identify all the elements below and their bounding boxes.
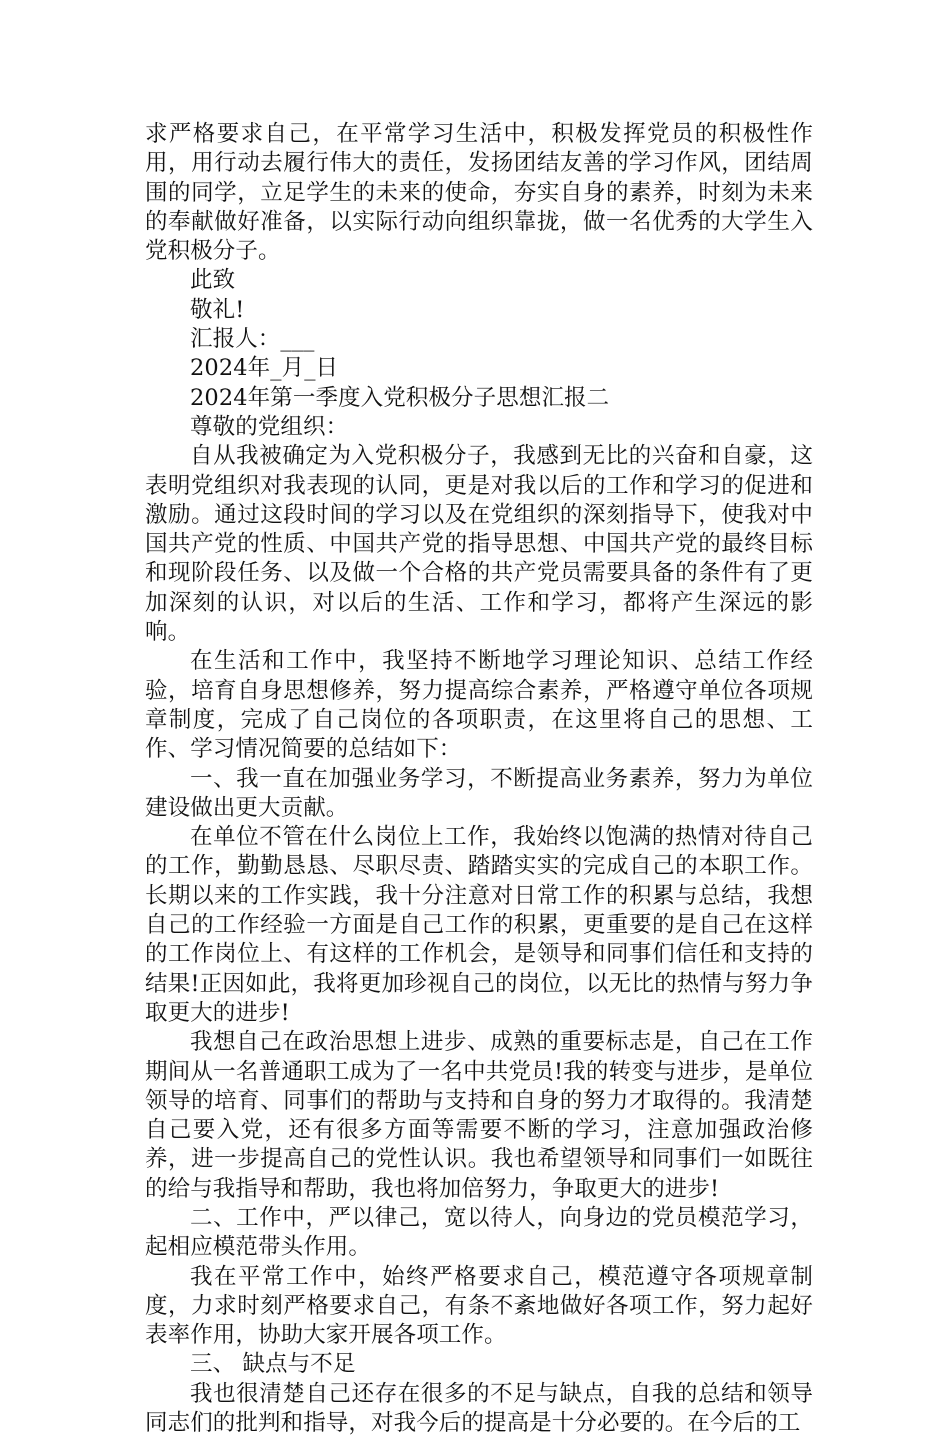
section-heading-one: 一、我一直在加强业务学习，不断提高业务素养，努力为单位建设做出更大贡献。 bbox=[145, 765, 813, 821]
closing-respect: 敬礼! bbox=[190, 296, 245, 323]
body-paragraph: 我想自己在政治思想上进步、成熟的重要标志是，自己在工作期间从一名普通职工成为了一名中共党员!我的转变与进步，是单位领导的培育、同事们的帮助与支持和自身的努力才取得的。我清楚自己要入党，还有很多方面等需要不断的学习，注意加强政治修养，进一步提高自己的党性认识。我也希望领导和同事们一如既往的给与我指导和帮助，我也将加倍努力，争取更大的进步! bbox=[145, 1029, 813, 1202]
body-paragraph: 自从我被确定为入党积极分子，我感到无比的兴奋和自豪，这表明党组织对我表现的认同，更是对我以后的工作和学习的促进和激励。通过这段时间的学习以及在党组织的深刻指导下，使我对中国共产党的性质、中国共产党的指导思想、中国共产党的最终目标和现阶段任务、以及做一个合格的共产党员需要具备的条件有了更加深刻的认识，对以后的生活、工作和学习，都将产生深远的影响。 bbox=[145, 443, 813, 646]
body-paragraph: 我在平常工作中，始终严格要求自己，模范遵守各项规章制度，力求时刻严格要求自己，有条不紊地做好各项工作，努力起好表率作用，协助大家开展各项工作。 bbox=[145, 1263, 813, 1349]
document-page bbox=[145, 120, 813, 1438]
report-title: 2024年第一季度入党积极分子思想汇报二 bbox=[190, 384, 610, 411]
closing-salutation: 此致 bbox=[190, 267, 236, 294]
section-heading-three: 三、 缺点与不足 bbox=[190, 1351, 356, 1378]
body-paragraph: 我也很清楚自己还存在很多的不足与缺点，自我的总结和领导同志们的批判和指导，对我今后的提高是十分必要的。在今后的工 bbox=[145, 1380, 813, 1437]
section-heading-two: 二、工作中，严以律己，宽以待人，向身边的党员模范学习，起相应模范带头作用。 bbox=[145, 1204, 813, 1261]
body-paragraph: 在单位不管在什么岗位上工作，我始终以饱满的热情对待自己的工作，勤勤恳恳、尽职尽责、踏踏实实的完成自己的本职工作。长期以来的工作实践，我十分注意对日常工作的积累与总结，我想自己的工作经验一方面是自己工作的积累，更重要的是自己在这样的工作岗位上、有这样的工作机会，是领导和同事们信任和支持的结果!正因如此，我将更加珍视自己的岗位，以无比的热情与努力争取更大的进步! bbox=[145, 824, 813, 1026]
body-paragraph: 求严格要求自己，在平常学习生活中，积极发挥党员的积极性作用，用行动去履行伟大的责任，发扬团结友善的学习作风，团结周围的同学，立足学生的未来的使命，夯实自身的素养，时刻为未来的奉献做好准备，以实际行动向组织靠拢，做一名优秀的大学生入党积极分子。 bbox=[145, 121, 813, 265]
reporter-line: 汇报人：___ bbox=[190, 326, 315, 353]
body-paragraph: 在生活和工作中，我坚持不断地学习理论知识、总结工作经验，培育自身思想修养，努力提高综合素养，严格遵守单位各项规章制度，完成了自己岗位的各项职责，在这里将自己的思想、工作、学习情况简要的总结如下： bbox=[145, 648, 813, 763]
date-line: 2024年_月_日 bbox=[190, 355, 339, 382]
greeting: 尊敬的党组织： bbox=[190, 413, 349, 440]
